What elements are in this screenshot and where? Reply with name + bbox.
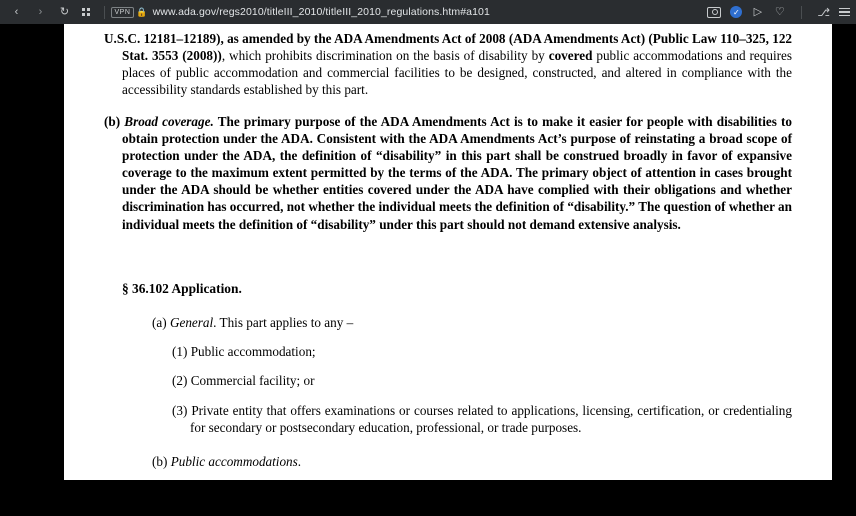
list-item-text: Public accommodation; — [190, 344, 316, 360]
list-item-marker: (3) — [172, 402, 192, 418]
menu-icon[interactable] — [839, 8, 850, 16]
toolbar-right-icons — [707, 6, 850, 19]
list-item-marker: (1) — [172, 344, 191, 360]
paragraph-continuation-tail: public accommodations and requires places of public accommodation and commercial facilities to be designed, constructed, and altered in compliance with the accessibility standards established by this part. — [122, 48, 793, 98]
back-icon[interactable]: ‹ — [14, 5, 19, 18]
address-bar[interactable]: www.ada.gov/regs2010/titleIII_2010/titleIII_2010_regulations.htm#a101 — [152, 6, 490, 18]
paragraph-b-text: The primary purpose of the ADA Amendments Act is to make it easier for people with disabilities to obtain protection under the ADA. Consistent with the ADA Amendments Act’s purpose of reinstating a broad scope of protection under the ADA, the definition of “disability” in this part shall be construed broadly in favor of expansive coverage to the maximum extent permitted by the terms of the ADA. The primary object of attention in cases brought under the ADA should be whether entities covered under the ADA have complied with their obligations and whether discrimination has occurred, not whether the individual meets the definition of “disability.” The question of whether an individual meets the definition of “disability” under this part should not demand extensive analysis. — [122, 113, 792, 232]
paragraph-b-title: Broad coverage. — [124, 113, 214, 129]
list-item-text: The requirements of this part applicable to public accommodations are set forth in subparts B, C, and D of this part. — [190, 483, 793, 516]
paragraph-a-label: (a) — [152, 315, 170, 331]
document-page — [64, 24, 832, 516]
toolbar-divider — [104, 6, 105, 19]
paragraph-b-label: (b) — [104, 113, 125, 129]
sync-icon[interactable]: ✓ — [730, 6, 742, 18]
bookmark-heart-icon[interactable]: ♡ — [774, 5, 785, 18]
paragraph-b-broad-coverage — [104, 113, 792, 233]
profile-icon[interactable]: ⎇ — [817, 6, 830, 19]
paragraph-continuation-mid: , which prohibits discrimination on the basis of disability by — [221, 48, 549, 64]
document-body — [64, 24, 832, 516]
list-item-text: Commercial facility; or — [190, 373, 315, 389]
page-viewport — [0, 24, 856, 516]
statute-citation: U.S.C. 12181–12189), as amended by the ADA Amendments Act of 2008 (ADA Amendments Act) (Public Law 110–325, 122 Stat. 3553 (2008)) — [104, 31, 792, 64]
navigation-buttons — [10, 6, 90, 19]
list-item — [104, 402, 792, 436]
forward-icon[interactable]: › — [38, 5, 43, 18]
paragraph-continuation-bold-word: covered — [548, 48, 593, 64]
vpn-badge[interactable]: VPN — [111, 7, 135, 18]
paragraph-a-title: General — [169, 315, 214, 331]
page-scrollbar[interactable] — [850, 24, 856, 480]
paragraph-b-public-accommodations — [104, 453, 792, 470]
tab-overview-icon[interactable] — [82, 8, 90, 16]
list-item — [104, 343, 792, 360]
toolbar-divider-2 — [801, 6, 802, 19]
section-heading-36-102: § 36.102 Application. — [122, 280, 242, 296]
camera-icon[interactable] — [707, 7, 721, 18]
paragraph-a-general — [104, 314, 792, 331]
list-item-text: Private entity that offers examinations or courses related to applications, licensing, certification, or credentialing for secondary or postsecondary education, professional, or trade purposes. — [190, 402, 792, 435]
paragraph-b-head-title: Public accommodations — [170, 453, 298, 469]
send-icon[interactable]: ▷ — [753, 5, 763, 18]
paragraph-b-head-label: (b) — [152, 453, 171, 469]
list-item-marker: (1) — [172, 483, 192, 499]
browser-toolbar — [0, 0, 856, 24]
paragraph-a-text: . This part applies to any – — [213, 315, 354, 331]
list-item — [104, 482, 792, 516]
reload-icon[interactable]: ↻ — [59, 5, 70, 18]
list-item — [104, 372, 792, 389]
list-item-marker: (2) — [172, 373, 191, 389]
paragraph-b-head-text: . — [297, 453, 302, 469]
lock-icon: 🔒 — [136, 6, 148, 17]
paragraph-continuation — [104, 30, 792, 99]
